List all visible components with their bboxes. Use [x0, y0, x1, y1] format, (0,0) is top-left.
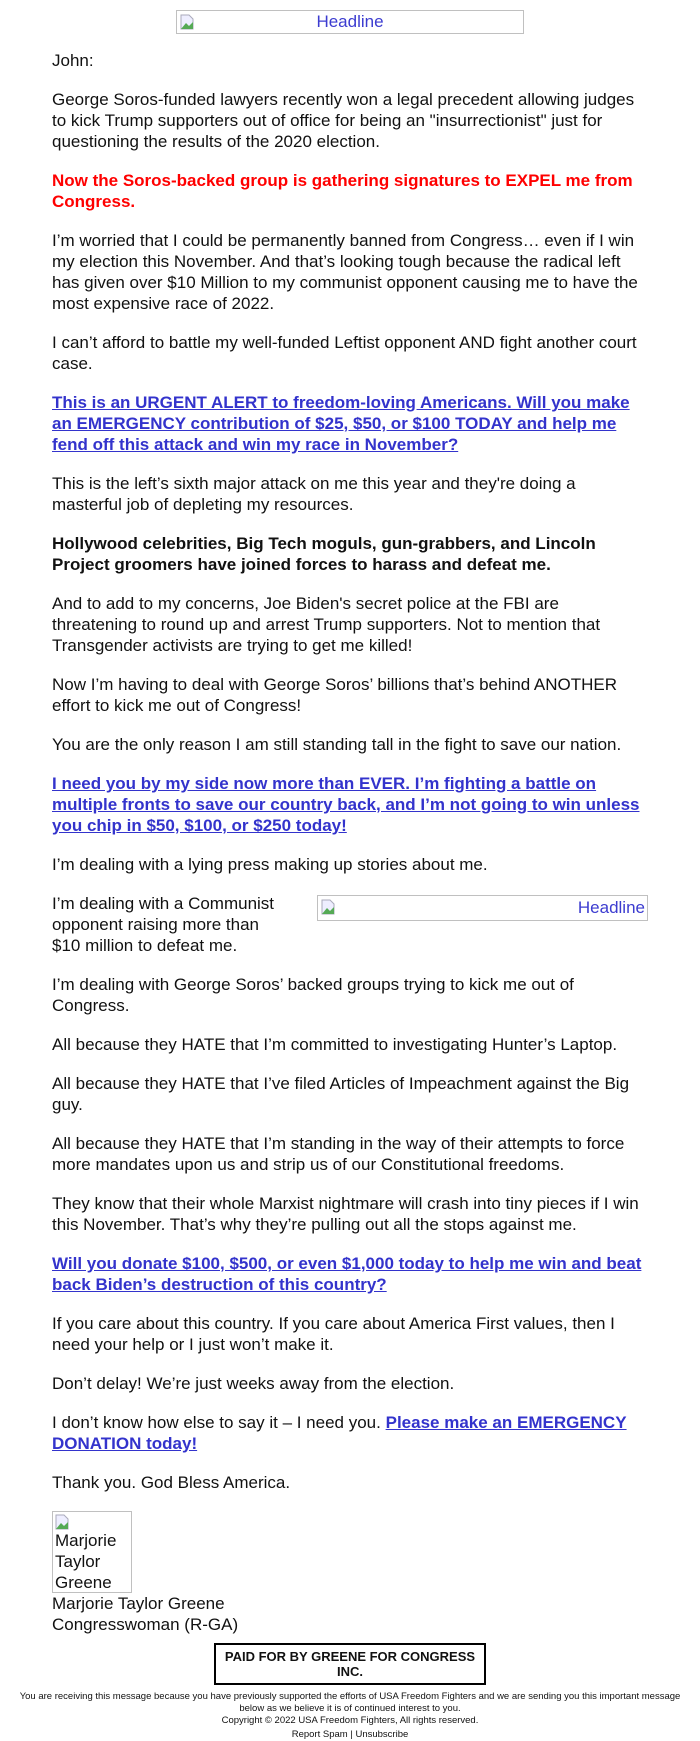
- signature-title: Congresswoman (R-GA): [52, 1615, 239, 1634]
- greeting: John:: [52, 51, 94, 70]
- paragraph-text: I don’t know how else to say it – I need you.: [52, 1413, 381, 1432]
- donate-link-by-my-side[interactable]: I need you by my side now more than EVER. I’m fighting a battle on multiple fronts to save our country back, and I’m not going to win unless you chip in $50, $100, or $250 today!: [52, 774, 640, 835]
- paragraph: I’m dealing with George Soros’ backed groups trying to kick me out of Congress.: [52, 975, 574, 1015]
- signature-image: [52, 1511, 132, 1593]
- broken-image-icon: [55, 1514, 69, 1530]
- paragraph: I’m dealing with a Communist opponent raising more than $10 million to defeat me.: [52, 894, 275, 955]
- paragraph: All because they HATE that I’m standing in the way of their attempts to force more mandates upon us and strip us of our Constitutional freedoms.: [52, 1134, 625, 1174]
- paragraph: Now I’m having to deal with George Soros’ billions that’s behind ANOTHER effort to kick me out of Congress!: [52, 675, 618, 715]
- paragraph: Don’t delay! We’re just weeks away from the election.: [52, 1374, 455, 1393]
- broken-image-icon: [321, 899, 335, 915]
- paragraph: They know that their whole Marxist nightmare will crash into tiny pieces if I win this November. That’s why they’re pulling out all the stops against me.: [52, 1194, 639, 1234]
- signature-image-alt: Marjorie Taylor Greene: [55, 1531, 117, 1592]
- inline-image-alt: Headline: [577, 898, 645, 917]
- donate-link-urgent[interactable]: This is an URGENT ALERT to freedom-loving Americans. Will you make an EMERGENCY contribution of $25, $50, or $100 TODAY and help me fend off this attack and win my race in November?: [52, 393, 630, 454]
- paragraph-with-link: [52, 1412, 648, 1454]
- header-image[interactable]: [176, 10, 524, 34]
- paragraph: Thank you. God Bless America.: [52, 1473, 291, 1492]
- alert-paragraph: Now the Soros-backed group is gathering signatures to EXPEL me from Congress.: [52, 171, 633, 211]
- report-spam-link[interactable]: Report Spam: [291, 1729, 348, 1740]
- paragraph: And to add to my concerns, Joe Biden's secret police at the FBI are threatening to round up and arrest Trump supporters. Not to mention that Transgender activists are trying to get me killed!: [52, 594, 601, 655]
- paragraph: George Soros-funded lawyers recently won a legal precedent allowing judges to kick Trump supporters out of office for being an "insurrectionist" just for questioning the results of the 2020 election.: [52, 90, 635, 151]
- paragraph: This is the left’s sixth major attack on me this year and they're doing a masterful job of depleting my resources.: [52, 474, 576, 514]
- paragraph: All because they HATE that I’ve filed Articles of Impeachment against the Big guy.: [52, 1074, 630, 1114]
- header-image-alt: Headline: [316, 12, 384, 31]
- emergency-donation-link[interactable]: Please make an EMERGENCY DONATION today!: [52, 1413, 627, 1453]
- inline-image[interactable]: [317, 895, 648, 921]
- paragraph: If you care about this country. If you care about America First values, then I need your help or I just won’t make it.: [52, 1314, 615, 1354]
- paragraph: All because they HATE that I’m committed to investigating Hunter’s Laptop.: [52, 1035, 618, 1054]
- paid-for-disclaimer: PAID FOR BY GREENE FOR CONGRESS INC.: [214, 1643, 486, 1685]
- unsubscribe-link[interactable]: Unsubscribe: [355, 1729, 409, 1740]
- footer: [0, 1691, 700, 1741]
- paragraph: I can’t afford to battle my well-funded Leftist opponent AND fight another court case.: [52, 333, 637, 373]
- footer-notice: You are receiving this message because you have previously supported the efforts of USA Freedom Fighters and we are sending you this important message below as we believe it is of continued interest to you.: [19, 1691, 681, 1714]
- footer-separator: |: [350, 1729, 353, 1740]
- signature-name: Marjorie Taylor Greene: [52, 1594, 225, 1613]
- footer-copyright: Copyright © 2022 USA Freedom Fighters, All rights reserved.: [221, 1715, 479, 1726]
- paragraph: I’m dealing with a lying press making up stories about me.: [52, 855, 488, 874]
- bold-paragraph: Hollywood celebrities, Big Tech moguls, gun-grabbers, and Lincoln Project groomers have joined forces to harass and defeat me.: [52, 534, 596, 574]
- paragraph: You are the only reason I am still standing tall in the fight to save our nation.: [52, 735, 622, 754]
- paragraph: I’m worried that I could be permanently banned from Congress… even if I win my election this November. And that’s looking tough because the radical left has given over $10 Million to my communist opponent causing me to have the most expensive race of 2022.: [52, 231, 638, 313]
- donate-link-1000[interactable]: Will you donate $100, $500, or even $1,000 today to help me win and beat back Biden’s destruction of this country?: [52, 1254, 642, 1294]
